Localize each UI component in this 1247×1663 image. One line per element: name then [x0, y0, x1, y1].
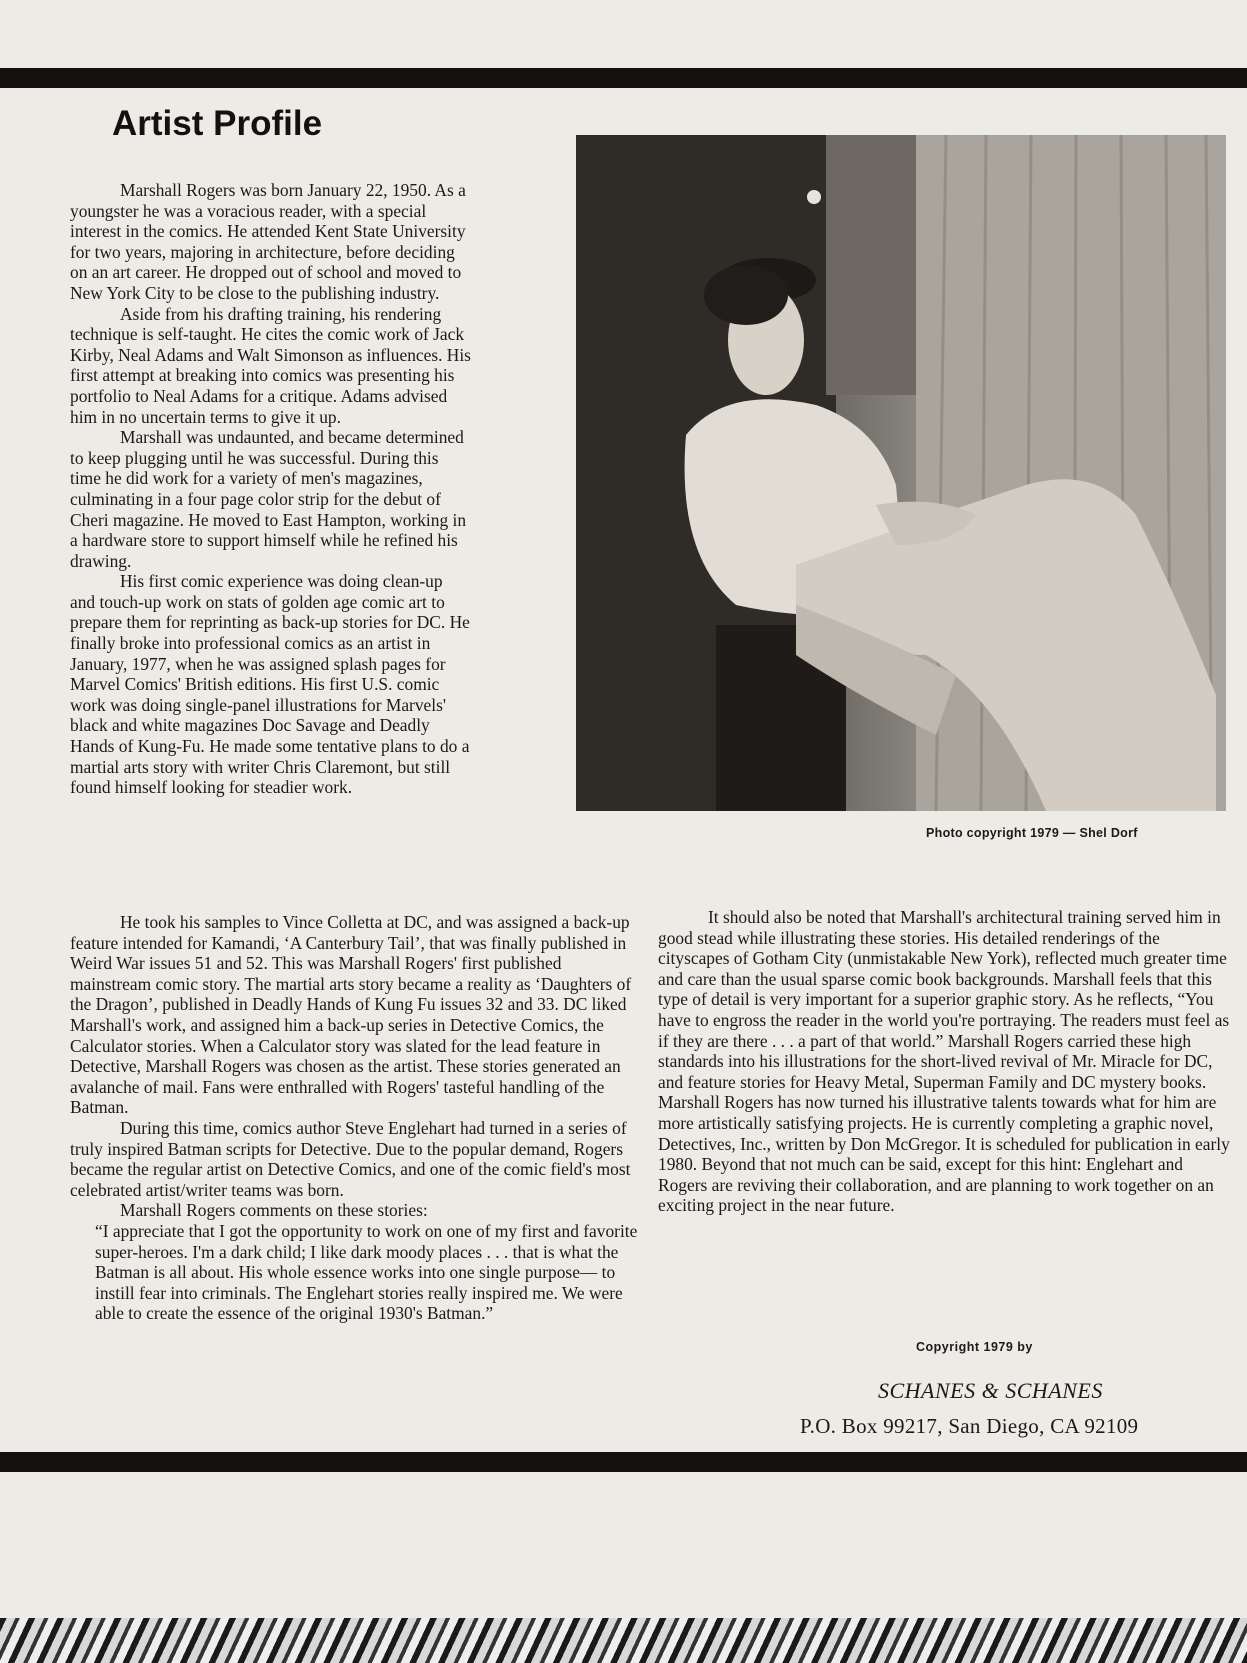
artist-photo	[576, 135, 1226, 811]
photo-caption: Photo copyright 1979 — Shel Dorf	[926, 826, 1138, 840]
comic-art-strip	[0, 1618, 1247, 1663]
artist-quote: “I appreciate that I got the opportunity to work on one of my first and favorite super-heroes. I'm a dark child; I like dark moody places . . . that is what the Batman is all about. His whole essence works into one single purpose— to instill fear into criminals. The Englehart stories really inspired me. We were able to create the essence of the original 1930's Batman.”	[95, 1220, 638, 1324]
photo-illustration	[576, 135, 1226, 811]
wide-column	[70, 912, 638, 1324]
paragraph: Marshall Rogers was born January 22, 1950. As a youngster he was a voracious reader, with a special interest in the comics. He attended Kent State University for two years, majoring in architecture, before deciding on an art career. He dropped out of school and moved to New York City to be close to the publishing industry.	[70, 180, 466, 303]
paragraph: Aside from his drafting training, his rendering technique is self-taught. He cites the comic work of Jack Kirby, Neal Adams and Walt Simonson as influences. His first attempt at breaking into comics was presenting his portfolio to Neal Adams for a critique. Adams advised him in no uncertain terms to give it up.	[70, 303, 471, 427]
paragraph: During this time, comics author Steve Englehart had turned in a series of truly inspired Batman scripts for Detective. Due to the popular demand, Rogers became the regular artist on Detective Comics, and one of the comic field's most celebrated artist/writer teams was born.	[70, 1117, 631, 1200]
page-title: Artist Profile	[112, 104, 323, 143]
copyright-label: Copyright 1979 by	[916, 1340, 1033, 1354]
left-column	[70, 180, 472, 798]
paragraph: Marshall was undaunted, and became determined to keep plugging until he was successful. During this time he did work for a variety of men's magazines, culminating in a four page color strip for the debut of Cheri magazine. He moved to East Hampton, working in a hardware store to support himself while he refined his drawing.	[70, 427, 467, 571]
paragraph: His first comic experience was doing clean-up and touch-up work on stats of golden age comic art to prepare them for reprinting as back-up stories for DC. He finally broke into professional comics as an artist in January, 1977, when he was assigned splash pages for Marvel Comics' British editions. His first U.S. comic work was doing single-panel illustrations for Marvels' black and white magazines Doc Savage and Deadly Hands of Kung-Fu. He made some tentative plans to do a martial arts story with writer Chris Claremont, but still found himself looking for steadier work.	[70, 571, 470, 798]
paragraph: Marshall Rogers comments on these stories:	[120, 1200, 428, 1221]
bottom-rule	[0, 1452, 1247, 1472]
paragraph: It should also be noted that Marshall's architectural training served him in good stead while illustrating these stories. His detailed renderings of the cityscapes of Gotham City (unmistakable New York), reflected much greater time and care than the usual sparse comic book backgrounds. Marshall feels that this type of detail is very important for a superior graphic story. As he reflects, “You have to engross the reader in the world you're portraying. The readers must feel as if they are there . . . a part of that world.” Marshall Rogers carried these high standards into his illustrations for the short-lived revival of Mr. Miracle for DC, and feature stories for Heavy Metal, Superman Family and DC mystery books. Marshall Rogers has now turned his illustrative talents towards what for him are more artistically satisfying projects. He is currently completing a graphic novel, Detectives, Inc., written by Don McGregor. It is scheduled for publication in early 1980. Beyond that not much can be said, except for this hint: Englehart and Rogers are reviving their collaboration, and are planning to work together on an exciting project in the near future.	[658, 907, 1230, 1216]
right-column	[658, 907, 1235, 1216]
paragraph: He took his samples to Vince Colletta at DC, and was assigned a back-up feature intended for Kamandi, ‘A Canterbury Tail’, that was finally published in Weird War issues 51 and 52. This was Marshall Rogers' first published mainstream comic story. The martial arts story became a reality as ‘Daughters of the Dragon’, published in Deadly Hands of Kung Fu issues 32 and 33. DC liked Marshall's work, and assigned him a back-up series in Detective Comics, the Calculator stories. When a Calculator story was slated for the lead feature in Detective, Marshall Rogers was chosen as the artist. These stories generated an avalanche of mail. Fans were enthralled with Rogers' tasteful handling of the Batman.	[70, 912, 632, 1118]
publisher-name: SCHANES & SCHANES	[878, 1378, 1103, 1403]
publisher-address: P.O. Box 99217, San Diego, CA 92109	[800, 1414, 1139, 1438]
top-rule	[0, 68, 1247, 88]
